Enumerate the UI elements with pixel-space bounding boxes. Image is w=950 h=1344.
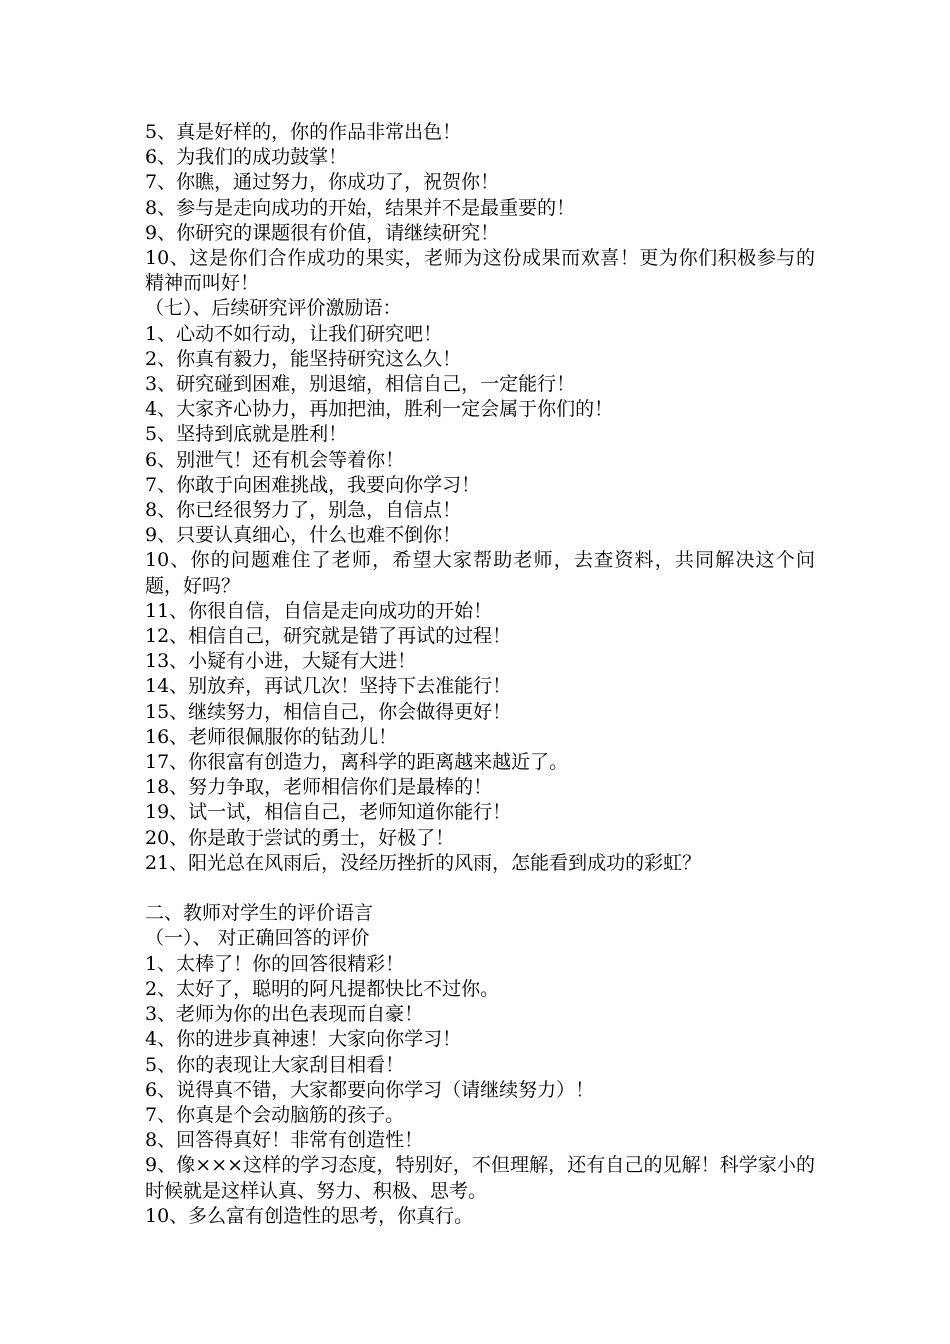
text-line: 1、太棒了！你的回答很精彩！ — [145, 952, 405, 975]
text-line: 9、只要认真细心，什么也难不倒你！ — [145, 524, 462, 547]
section-heading: （一）、 对正确回答的评价 — [145, 927, 370, 950]
text-line: 6、别泄气！还有机会等着你！ — [145, 448, 405, 471]
part-heading: 二、教师对学生的评价语言 — [145, 902, 374, 925]
text-line: 20、你是敢于尝试的勇士，好极了！ — [145, 826, 455, 849]
text-line: 7、你真是个会动脑筋的孩子。 — [145, 1103, 405, 1126]
text-line: 16、老师很佩服你的钻劲儿！ — [145, 725, 398, 748]
text-paragraph: 9、像×××这样的学习态度，特别好，不但理解，还有自己的见解！科学家小的时候就是这样认真、努力、积极、思考。 — [145, 1154, 815, 1202]
text-line: 8、你已经很努力了，别急，自信点！ — [145, 499, 462, 522]
text-line: 3、老师为你的出色表现而自豪！ — [145, 1003, 424, 1026]
text-line: 11、你很自信，自信是走向成功的开始！ — [145, 599, 493, 622]
text-line: 2、你真有毅力，能坚持研究这么久！ — [145, 347, 462, 370]
text-line: 9、你研究的课题很有价值，请继续研究！ — [145, 221, 500, 244]
text-line: 14、别放弃，再试几次！坚持下去准能行！ — [145, 675, 512, 698]
text-line: 3、研究碰到困难，别退缩，相信自己，一定能行！ — [145, 373, 576, 396]
text-line: 4、你的进步真神速！大家向你学习！ — [145, 1028, 462, 1051]
text-line: 19、试一试，相信自己，老师知道你能行！ — [145, 801, 512, 824]
text-line: 12、相信自己，研究就是错了再试的过程！ — [145, 625, 512, 648]
document-body — [145, 120, 815, 1229]
text-line: 17、你很富有创造力，离科学的距离越来越近了。 — [145, 751, 569, 774]
text-line: 10、多么富有创造性的思考，你真行。 — [145, 1204, 474, 1227]
text-line: 15、继续努力，相信自己，你会做得更好！ — [145, 700, 512, 723]
text-line: 7、你敢于向困难挑战，我要向你学习！ — [145, 473, 481, 496]
text-line: 5、真是好样的，你的作品非常出色！ — [145, 121, 462, 143]
text-line: 6、为我们的成功鼓掌！ — [145, 146, 348, 169]
text-line: 21、阳光总在风雨后，没经历挫折的风雨，怎能看到成功的彩虹？ — [145, 851, 702, 874]
text-line: 7、你瞧，通过努力，你成功了，祝贺你！ — [145, 171, 500, 194]
text-line: 5、你的表现让大家刮目相看！ — [145, 1053, 405, 1076]
text-line: 1、心动不如行动，让我们研究吧！ — [145, 322, 443, 345]
text-line: 5、坚持到底就是胜利！ — [145, 423, 348, 446]
text-line: 4、大家齐心协力，再加把油，胜利一定会属于你们的！ — [145, 398, 614, 421]
text-line: 13、小疑有小进，大疑有大进！ — [145, 650, 417, 673]
text-line: 8、参与是走向成功的开始，结果并不是最重要的！ — [145, 196, 576, 219]
section-heading: （七）、后续研究评价激励语： — [145, 297, 402, 320]
text-paragraph: 10、你的问题难住了老师，希望大家帮助老师，去查资料，共同解决这个问题，好吗？ — [145, 549, 815, 597]
text-line: 18、努力争取，老师相信你们是最棒的！ — [145, 776, 493, 799]
text-paragraph: 10、这是你们合作成功的果实，老师为这份成果而欢喜！更为你们积极参与的精神而叫好！ — [145, 247, 815, 295]
text-line: 8、回答得真好！非常有创造性！ — [145, 1129, 424, 1152]
text-line: 2、太好了，聪明的阿凡提都快比不过你。 — [145, 977, 500, 1000]
blank-line — [145, 876, 815, 901]
text-line: 6、说得真不错，大家都要向你学习（请继续努力）！ — [145, 1078, 595, 1101]
